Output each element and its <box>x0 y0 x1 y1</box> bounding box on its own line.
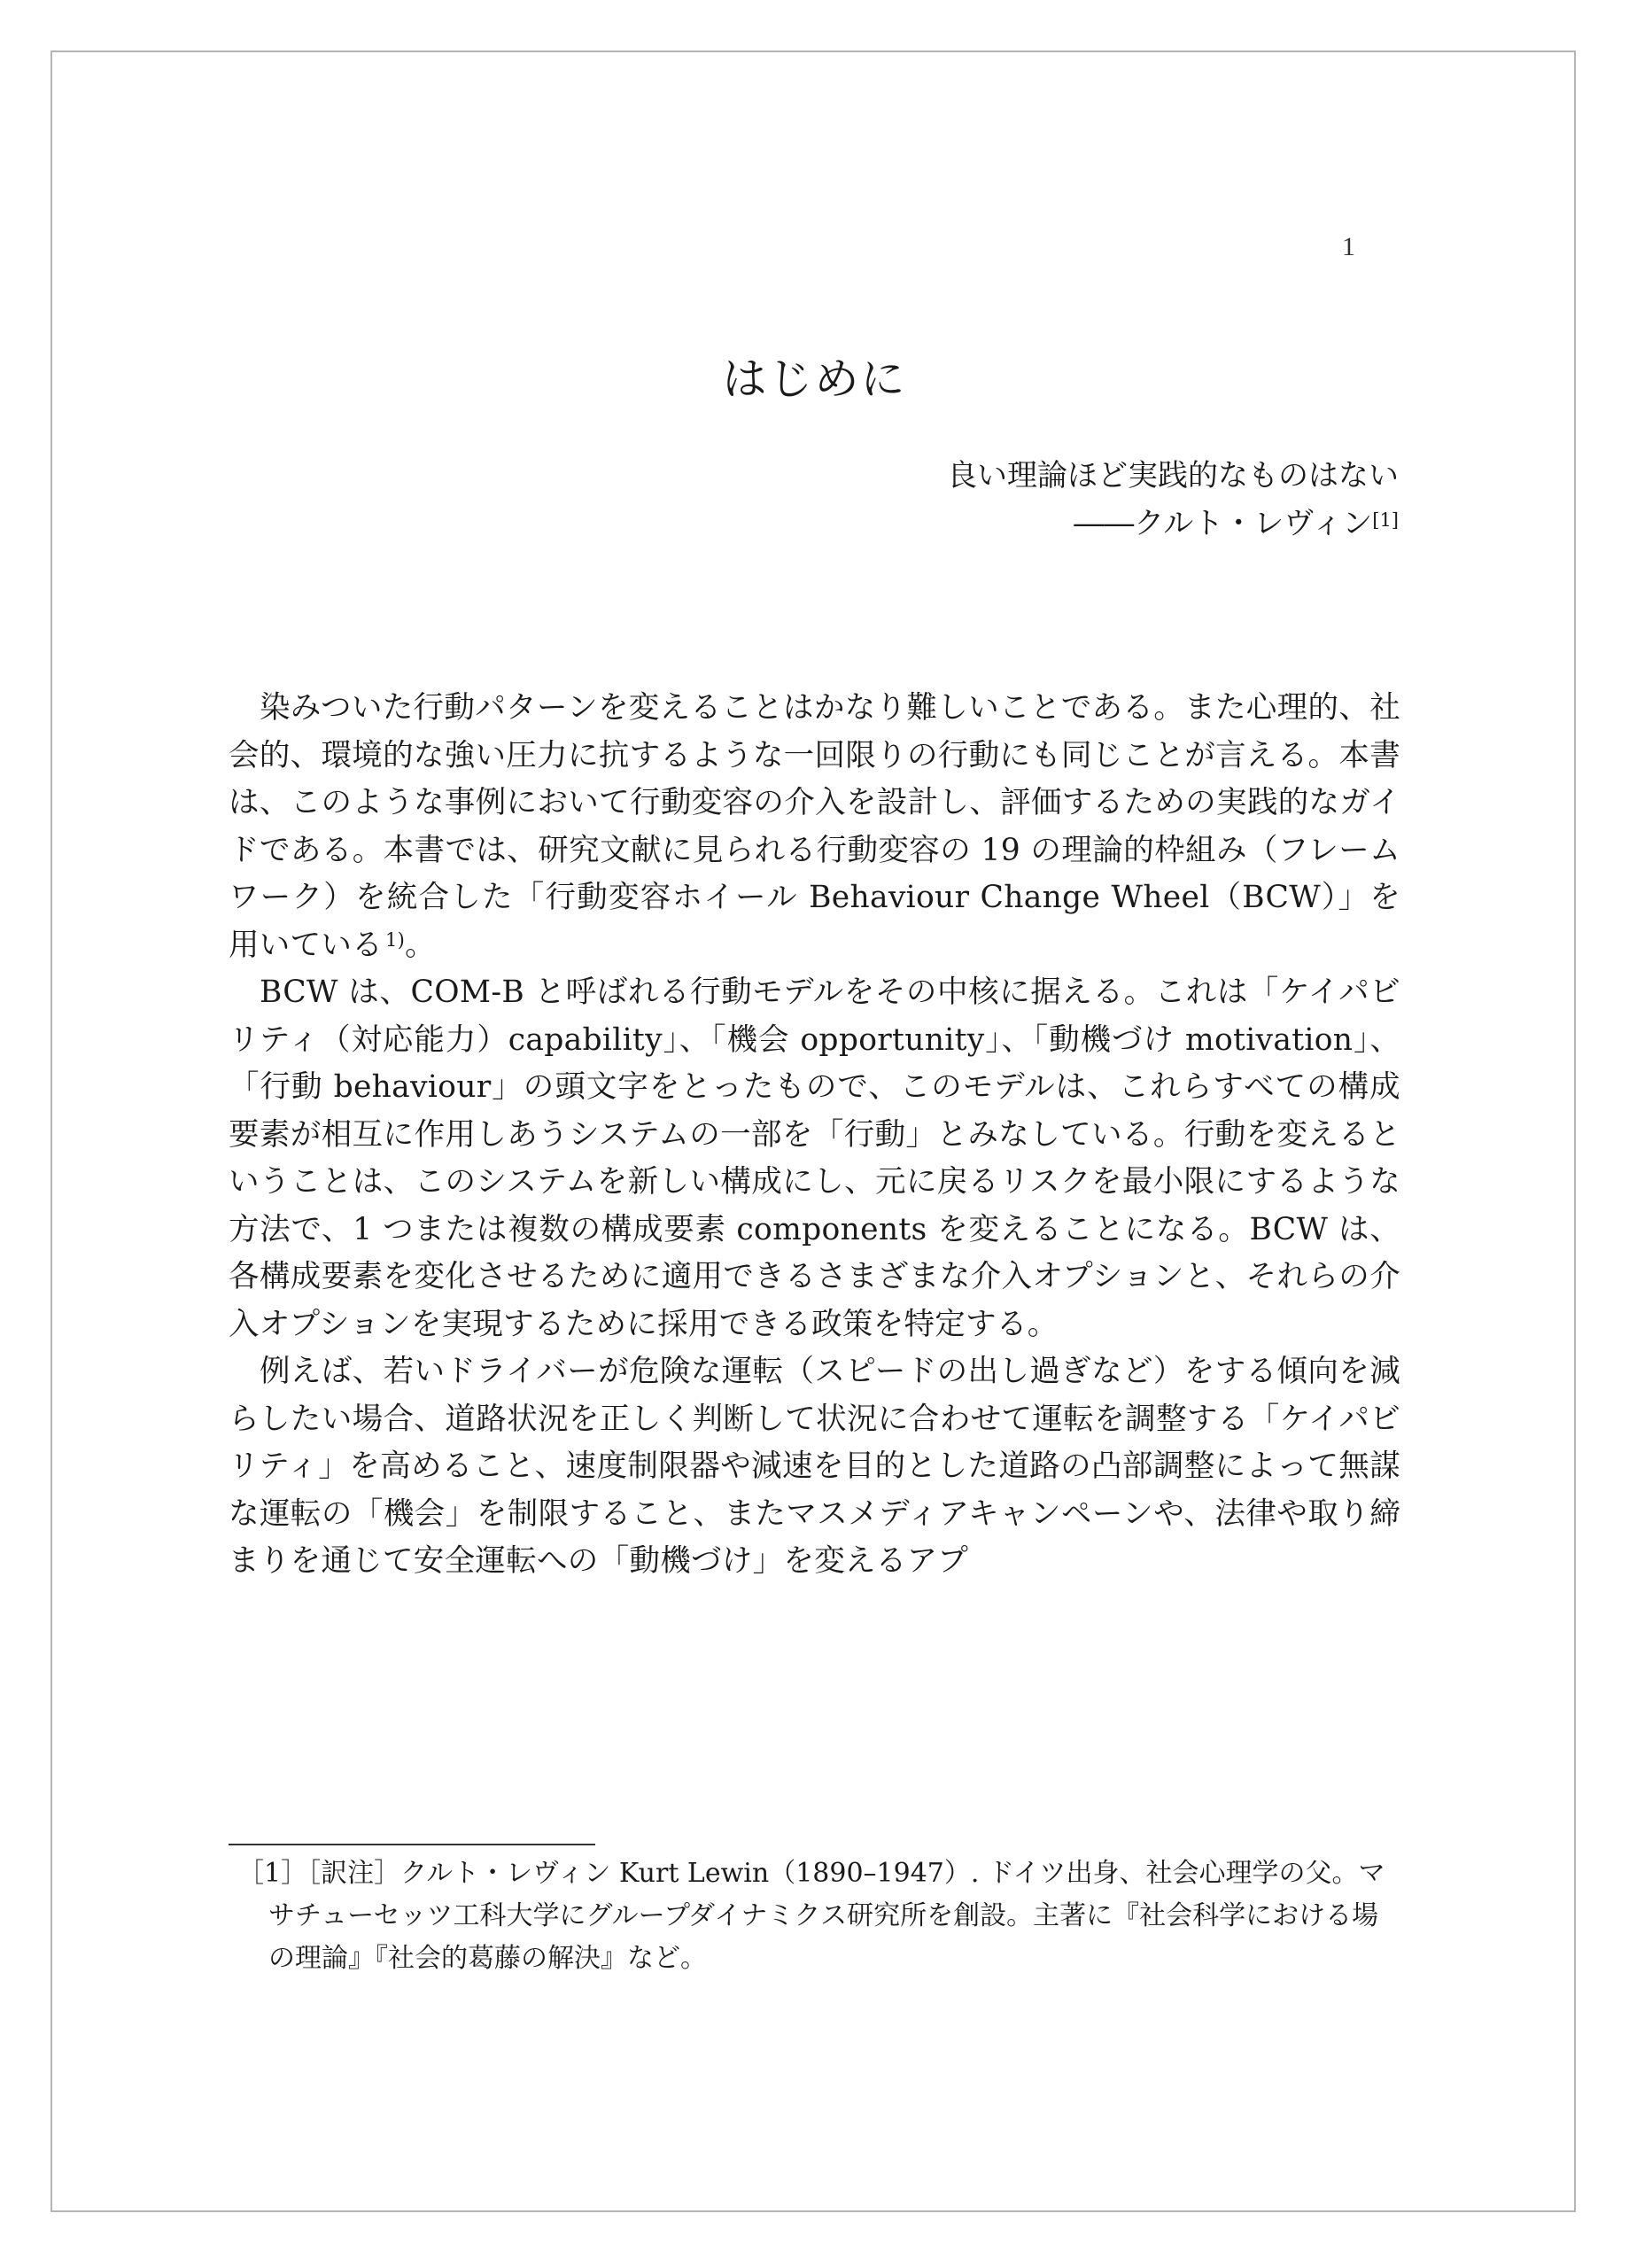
footnote: ［1］［訳注］クルト・レヴィン Kurt Lewin（1890–1947）. ドイツ出身、社会心理学の父。マサチューセッツ工科大学にグループダイナミクス研究所を創設。主著に『社会科学における場の理論』『社会的葛藤の解決』など。 <box>237 1858 1385 1974</box>
epigraph <box>947 452 1399 548</box>
page-number: 1 <box>1342 232 1355 261</box>
footnote-rule <box>229 1844 595 1845</box>
paragraph-1-text: 染みついた行動パターンを変えることはかなり難しいことである。また心理的、社会的、環境的な強い圧力に抗するような一回限りの行動にも同じことが言える。本書は、このような事例において行動変容の介入を設計し、評価するための実践的なガイドである。本書では、研究文献に見られる行動変容の 19 の理論的枠組み（フレームワーク）を統合した「行動変容ホイール Behaviour Change Wheel（BCW）」を用いている <box>229 690 1400 963</box>
body-text <box>229 685 1400 1586</box>
chapter-title: はじめに <box>722 353 907 405</box>
paragraph-1 <box>229 685 1400 969</box>
epigraph-attribution-line <box>947 500 1399 548</box>
epigraph-attribution: ――クルト・レヴィン <box>1074 506 1373 541</box>
reference-superscript: 1) <box>385 928 406 951</box>
paragraph-1-end: 。 <box>405 927 436 963</box>
epigraph-quote: 良い理論ほど実践的なものはない <box>947 458 1399 493</box>
epigraph-note-ref: [1] <box>1372 509 1399 531</box>
paragraph-3: 例えば、若いドライバーが危険な運転（スピードの出し過ぎなど）をする傾向を減らしたい場合、道路状況を正しく判断して状況に合わせて運転を調整する「ケイパビリティ」を高めること、速度制限器や減速を目的とした道路の凸部調整によって無謀な運転の「機会」を制限すること、またマスメディアキャンペーンや、法律や取り締まりを通じて安全運転への「動機づけ」を変えるアプ <box>229 1354 1400 1579</box>
paragraph-2: BCW は、COM-B と呼ばれる行動モデルをその中核に据える。これは「ケイパビリティ（対応能力）capability」、「機会 opportunity」、「動機づけ motivation」、「行動 behaviour」の頭文字をとったもので、このモデルは、これらすべての構成要素が相互に作用しあうシステムの一部を「行動」とみなしている。行動を変えるということは、このシステムを新しい構成にし、元に戻るリスクを最小限にするような方法で、1 つまたは複数の構成要素 components を変えることになる。BCW は、各構成要素を変化させるために適用できるさまざまな介入オプションと、それらの介入オプションを実現するために採用できる政策を特定する。 <box>229 975 1400 1342</box>
